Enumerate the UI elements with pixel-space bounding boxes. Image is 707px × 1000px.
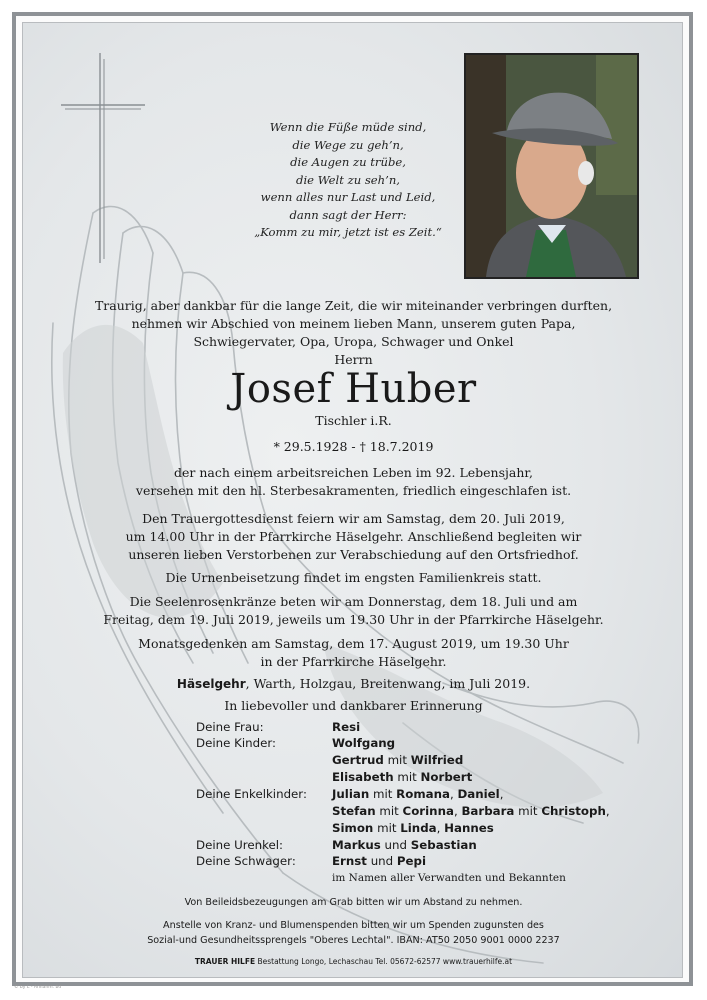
portrait-photo <box>464 53 639 279</box>
intro-line: Schwiegervater, Opa, Uropa, Schwager und Onkel <box>193 334 514 349</box>
imprint: © by L - Annahm. bd <box>14 985 62 990</box>
relative-label: Deine Frau: <box>196 720 264 734</box>
place-date <box>23 675 683 693</box>
poem-line: „Komm zu mir, jetzt ist es Zeit.“ <box>254 225 442 239</box>
relative-names: Markus und Sebastian <box>332 838 477 852</box>
life-dates: * 29.5.1928 - † 18.7.2019 <box>273 439 434 454</box>
memorial-line: Monatsgedenken am Samstag, dem 17. August 2019, um 19.30 Uhr <box>138 636 569 651</box>
occupation: Tischler i.R. <box>315 413 392 428</box>
relative-label: Deine Schwager: <box>196 854 296 868</box>
relative-label: Deine Enkelkinder: <box>196 787 307 801</box>
donation-line: Sozial-und Gesundheitssprengels "Oberes Lechtal". IBAN: AT50 2050 9001 0000 2237 <box>147 935 560 946</box>
poem-line: dann sagt der Herr: <box>289 207 407 222</box>
relative-label: Deine Kinder: <box>196 736 276 750</box>
salutation: Herrn <box>334 352 373 367</box>
relative-names: Elisabeth mit Norbert <box>332 770 473 784</box>
poem-line: die Augen zu trübe, <box>290 155 406 169</box>
place-rest: , Warth, Holzgau, Breitenwang, im Juli 2019. <box>245 676 531 691</box>
urn-notice: Die Urnenbeisetzung findet im engsten Familienkreis statt. <box>165 570 542 585</box>
service-line: um 14.00 Uhr in der Pfarrkirche Häselgehr. Anschließend begleiten wir <box>125 529 582 544</box>
relative-names: Simon mit Linda, Hannes <box>332 821 494 835</box>
relative-names: Stefan mit Corinna, Barbara mit Christoph, <box>332 804 610 818</box>
memorial-line: in der Pfarrkirche Häselgehr. <box>260 654 447 669</box>
poem-line: die Wege zu geh’n, <box>292 137 404 152</box>
rosary-line: Die Seelenrosenkränze beten wir am Donnerstag, dem 18. Juli und am <box>129 594 578 609</box>
service-line: Den Trauergottesdienst feiern wir am Samstag, dem 20. Juli 2019, <box>142 511 565 526</box>
place-bold: Häselgehr <box>176 677 246 691</box>
relative-names: im Namen aller Verwandten und Bekannten <box>332 872 566 884</box>
rosary-line: Freitag, dem 19. Juli 2019, jeweils um 19.30 Uhr in der Pfarrkirche Häselgehr. <box>103 612 604 627</box>
relative-names: Julian mit Romana, Daniel, <box>332 787 504 801</box>
funeral-info: Bestattung Longo, Lechaschau Tel. 05672-62577 www.trauerhilfe.at <box>255 957 513 966</box>
intro-line: Traurig, aber dankbar für die lange Zeit, die wir miteinander verbringen durften, <box>94 298 613 313</box>
relative-names: Resi <box>332 720 361 734</box>
passing-line: der nach einem arbeitsreichen Leben im 92. Lebensjahr, <box>174 465 533 480</box>
remembrance: In liebevoller und dankbarer Erinnerung <box>224 698 483 713</box>
deceased-name: Josef Huber <box>230 366 477 412</box>
cross-icon <box>23 23 163 283</box>
intro-line: nehmen wir Abschied von meinem lieben Mann, unserem guten Papa, <box>131 316 576 331</box>
relative-names: Gertrud mit Wilfried <box>332 753 464 767</box>
relative-names: Ernst und Pepi <box>332 854 427 868</box>
donation-line: Anstelle von Kranz- und Blumenspenden bitten wir um Spenden zugunsten des <box>163 920 544 931</box>
funeral-home <box>23 957 683 966</box>
poem-line: die Welt zu seh’n, <box>296 172 400 187</box>
passing-line: versehen mit den hl. Sterbesakramenten, friedlich eingeschlafen ist. <box>135 483 572 498</box>
card <box>22 22 683 978</box>
funeral-brand: TRAUER HILFE <box>194 957 256 966</box>
poem-line: Wenn die Füße müde sind, <box>269 120 427 134</box>
relative-names: Wolfgang <box>332 736 396 750</box>
service-line: unseren lieben Verstorbenen zur Verabschiedung auf den Ortsfriedhof. <box>128 547 579 562</box>
relative-label: Deine Urenkel: <box>196 838 283 852</box>
condolence-note: Von Beileidsbezeugungen am Grab bitten wir um Abstand zu nehmen. <box>184 897 523 908</box>
poem <box>228 119 468 242</box>
poem-line: wenn alles nur Last und Leid, <box>260 190 436 204</box>
